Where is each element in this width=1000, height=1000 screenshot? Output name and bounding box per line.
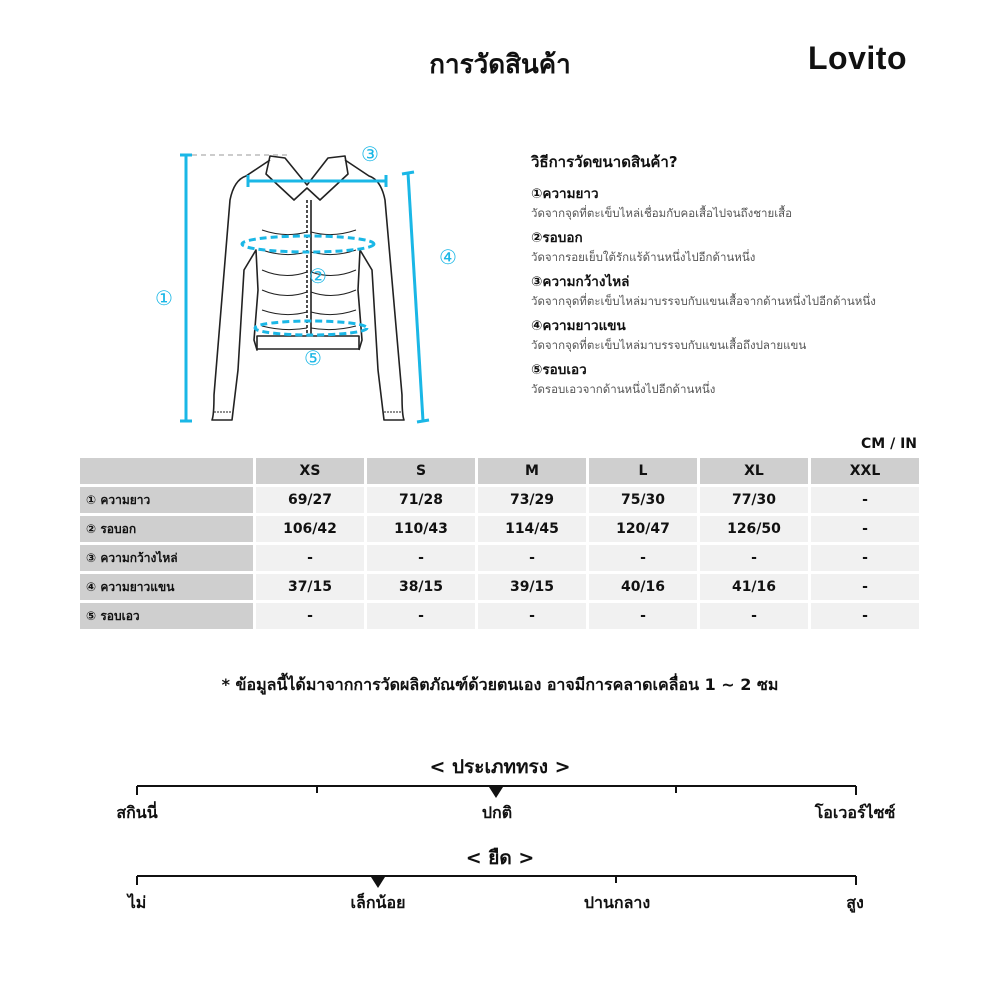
table-cell: - bbox=[700, 603, 808, 629]
table-cell: 38/15 bbox=[367, 574, 475, 600]
how-to-item-sleeve: ④ความยาวแขน วัดจากจุดที่ตะเข็บไหล่มาบรรจบกับแขนเสื้อถึงปลายแขน bbox=[531, 318, 807, 352]
page-title: การวัดสินค้า bbox=[429, 50, 571, 80]
table-cell: 75/30 bbox=[589, 487, 697, 513]
table-cell: - bbox=[811, 516, 919, 542]
stretch-label-high: สูง bbox=[846, 893, 864, 912]
stretch-scale-bar bbox=[0, 870, 1000, 890]
table-cell: 71/28 bbox=[367, 487, 475, 513]
size-header: L bbox=[589, 458, 697, 484]
table-cell: - bbox=[811, 574, 919, 600]
table-cell: - bbox=[811, 487, 919, 513]
table-cell: 110/43 bbox=[367, 516, 475, 542]
table-corner bbox=[80, 458, 253, 484]
size-header: S bbox=[367, 458, 475, 484]
chest-line bbox=[242, 236, 374, 252]
marker-1: ① bbox=[155, 286, 173, 310]
table-cell: - bbox=[700, 545, 808, 571]
how-to-item-waist: ⑤รอบเอว วัดรอบเอวจากด้านหนึ่งไปอีกด้านหนึ่ง bbox=[531, 362, 716, 396]
row-label: ② รอบอก bbox=[80, 516, 253, 542]
row-label: ① ความยาว bbox=[80, 487, 253, 513]
how-to-item-length: ①ความยาว วัดจากจุดที่ตะเข็บไหล่เชื่อมกับคอเสื้อไปจนถึงชายเสื้อ bbox=[531, 186, 793, 220]
table-row bbox=[80, 603, 919, 629]
table-cell: - bbox=[367, 545, 475, 571]
marker-2: ② bbox=[309, 264, 327, 288]
table-cell: - bbox=[367, 603, 475, 629]
brand-logo: Lovito bbox=[808, 40, 907, 76]
sleeve-line bbox=[408, 173, 423, 421]
table-cell: 69/27 bbox=[256, 487, 364, 513]
table-cell: - bbox=[589, 545, 697, 571]
table-cell: - bbox=[478, 603, 586, 629]
table-row bbox=[80, 487, 919, 513]
row-label: ③ ความกว้างไหล่ bbox=[80, 545, 253, 571]
measurement-note: * ข้อมูลนี้ได้มาจากการวัดผลิตภัณฑ์ด้วยตนเอง อาจมีการคลาดเคลื่อน 1 ~ 2 ซม bbox=[221, 675, 779, 694]
size-header: XS bbox=[256, 458, 364, 484]
fit-scale-title: < ประเภททรง > bbox=[429, 756, 571, 778]
how-to-measure bbox=[531, 150, 991, 404]
blouse-illustration bbox=[212, 156, 404, 420]
stretch-scale-title: < ยืด > bbox=[465, 847, 535, 869]
table-cell: 126/50 bbox=[700, 516, 808, 542]
table-cell: - bbox=[811, 545, 919, 571]
table-cell: - bbox=[478, 545, 586, 571]
stretch-scale-indicator bbox=[371, 877, 385, 888]
marker-3: ③ bbox=[361, 142, 379, 166]
table-cell: - bbox=[256, 603, 364, 629]
table-row bbox=[80, 516, 919, 542]
table-cell: 37/15 bbox=[256, 574, 364, 600]
stretch-label-none: ไม่ bbox=[127, 893, 147, 912]
table-cell: 41/16 bbox=[700, 574, 808, 600]
size-header: XXL bbox=[811, 458, 919, 484]
fit-label-regular: ปกติ bbox=[481, 803, 513, 822]
table-cell: 40/16 bbox=[589, 574, 697, 600]
how-to-item-chest: ②รอบอก วัดจากรอยเย็บใต้รักแร้ด้านหนึ่งไปอีกด้านหนึ่ง bbox=[531, 230, 756, 264]
table-cell: - bbox=[256, 545, 364, 571]
marker-5: ⑤ bbox=[304, 346, 322, 370]
fit-scale-indicator bbox=[489, 787, 503, 798]
marker-4: ④ bbox=[439, 245, 457, 269]
row-label: ④ ความยาวแขน bbox=[80, 574, 253, 600]
fit-label-oversized: โอเวอร์ไซซ์ bbox=[814, 803, 896, 822]
stretch-label-slight: เล็กน้อย bbox=[350, 893, 406, 912]
fit-label-skinny: สกินนี่ bbox=[116, 803, 158, 822]
size-table bbox=[77, 455, 922, 632]
table-row bbox=[80, 574, 919, 600]
how-to-item-shoulder: ③ความกว้างไหล่ วัดจากจุดที่ตะเข็บไหล่มาบรรจบกับแขนเสื้อจากด้านหนึ่งไปอีกด้านหนึ่ง bbox=[531, 274, 876, 308]
how-to-title: วิธีการวัดขนาดสินค้า? bbox=[531, 153, 678, 171]
fit-scale-bar bbox=[0, 780, 1000, 800]
size-header: M bbox=[478, 458, 586, 484]
table-header-row bbox=[80, 458, 919, 484]
table-cell: 114/45 bbox=[478, 516, 586, 542]
stretch-label-medium: ปานกลาง bbox=[583, 893, 651, 912]
row-label: ⑤ รอบเอว bbox=[80, 603, 253, 629]
size-header: XL bbox=[700, 458, 808, 484]
table-cell: 73/29 bbox=[478, 487, 586, 513]
table-cell: 77/30 bbox=[700, 487, 808, 513]
table-cell: - bbox=[811, 603, 919, 629]
table-cell: 106/42 bbox=[256, 516, 364, 542]
table-cell: 120/47 bbox=[589, 516, 697, 542]
unit-label: CM / IN bbox=[861, 436, 917, 452]
garment-diagram bbox=[150, 140, 460, 430]
table-row bbox=[80, 545, 919, 571]
table-cell: - bbox=[589, 603, 697, 629]
table-cell: 39/15 bbox=[478, 574, 586, 600]
